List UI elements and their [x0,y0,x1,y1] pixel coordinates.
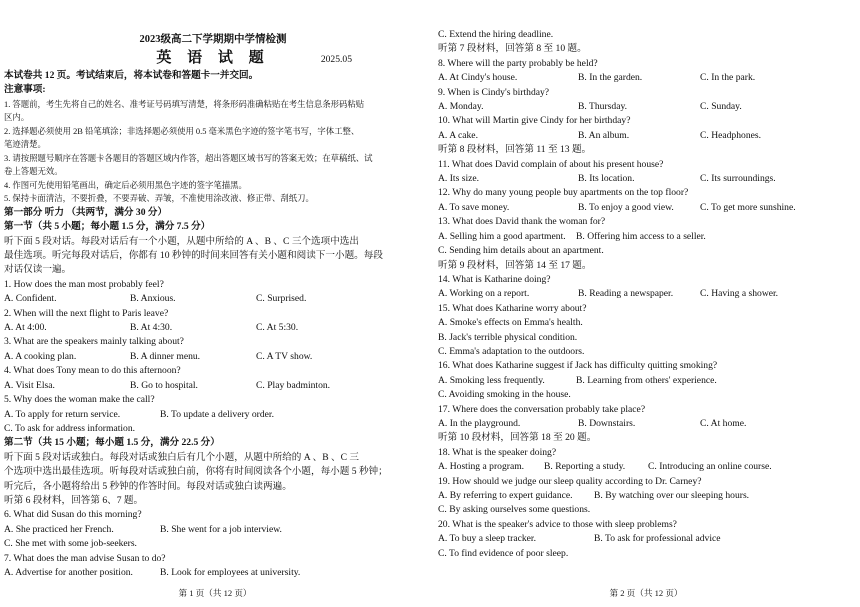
question-5-options [4,408,422,422]
option-b: B. To ask for professional advice [594,533,721,545]
question-13-options [438,230,852,244]
option-c: C. Headphones. [700,129,762,141]
option-b: B. Its location. [578,173,635,185]
material-7: 听第 7 段材料，回答第 8 至 10 题。 [438,43,587,55]
option-c: C. To get more sunshine. [700,201,796,213]
question-19: 19. How should we judge our sleep quality according to Dr. Carney? [438,475,702,487]
option-c: C. Emma's adaptation to the outdoors. [438,345,585,357]
option-b: B. At 4:30. [130,322,173,334]
option-c: C. Its surroundings. [700,173,776,185]
note-line: 2. 选择题必须使用 2B 铅笔填涂；非选择题必须使用 0.5 毫米黑色字迹的签字笔书写，字体工整、 [4,126,360,136]
option-c: C. Avoiding smoking in the house. [438,389,571,401]
question-18-options [438,460,852,474]
option-a: A. She practiced her French. [4,523,114,535]
option-b: B. Downstairs. [578,417,636,429]
option-c: C. At home. [700,417,747,429]
option-a: A. At Cindy's house. [438,72,518,84]
option-b: B. Go to hospital. [130,379,198,391]
option-c: C. To find evidence of poor sleep. [438,547,569,559]
option-a: A. To buy a sleep tracker. [438,533,536,545]
option-a: A. Confident. [4,293,57,305]
question-11-options [438,172,852,186]
subject-title [4,47,422,69]
option-c: C. At 5:30. [256,322,299,334]
exam-date: 2025.05 [320,54,352,65]
question-6: 6. What did Susan do this morning? [4,509,142,521]
section1-desc: 最佳选项。听完每段对话后，你都有 10 秒钟的时间来回答有关小题和阅读下一小题。每段 [4,250,383,262]
option-c: C. By asking ourselves some questions. [438,504,591,516]
note-line: 3. 请按照题号顺序在答题卡各题目的答题区域内作答，超出答题区域书写的答案无效；在草稿纸、试 [4,153,373,163]
section2-desc: 听完后，各小题将给出 5 秒钟的作答时间。每段对话或独白读两遍。 [4,480,292,492]
note-line: 5. 保持卡面清洁，不要折叠，不要弄破、弄皱，不准使用涂改液、修正带、刮纸刀。 [4,194,314,204]
question-18: 18. What is the speaker doing? [438,446,557,458]
part1-heading: 第一部分 听力 （共两节，满分 30 分） [4,206,168,218]
material-10: 听第 10 段材料，回答第 18 至 20 题。 [438,432,597,444]
option-c: C. Extend the hiring deadline. [438,29,554,40]
option-b: B. In the garden. [578,72,643,84]
question-9: 9. When is Cindy's birthday? [438,86,550,98]
material-6: 听第 6 段材料，回答第 6、7 题。 [4,494,144,506]
option-b: B. Jack's terrible physical condition. [438,331,578,343]
section1-desc: 对话仅读一遍。 [4,264,72,276]
option-b: B. To enjoy a good view. [578,201,674,213]
option-b: B. Reading a newspaper. [578,288,674,300]
option-c: C. Surprised. [256,293,307,305]
question-16: 16. What does Katharine suggest if Jack has difficulty quitting smoking? [438,360,718,372]
section2-desc: 听下面 5 段对话或独白。每段对话或独白后有几个小题，从题中所给的 A 、B 、C 三 [4,451,359,463]
note-line: 笔迹清楚。 [4,140,46,150]
question-16-options [438,374,852,388]
page-footer: 第 2 页（共 12 页） [609,588,683,598]
option-a: A. At 4:00. [4,322,47,334]
option-c: C. She met with some job-seekers. [4,538,137,550]
option-a: A. Hosting a program. [438,461,525,473]
question-2: 2. When will the next flight to Paris leave? [4,307,169,319]
question-12-options [438,201,852,215]
option-b: B. Thursday. [578,101,628,113]
option-a: A. Advertise for another position. [4,566,133,578]
option-a: A. To save money. [438,201,510,213]
exam-title: 2023级高二下学期期中学情检测 [139,34,287,45]
question-6-options [4,523,422,537]
option-a: A. Visit Elsa. [4,379,55,391]
instruction: 本试卷共 12 页。考试结束后，将本试卷和答题卡一并交回。 [4,70,259,81]
question-4: 4. What does Tony mean to do this afternoon? [4,365,181,377]
option-a: A. A cooking plan. [4,350,77,362]
question-8-options [438,71,852,85]
option-a: A. In the playground. [438,417,521,429]
option-b: B. Offering him access to a seller. [576,230,706,242]
question-12: 12. Why do many young people buy apartments on the top floor? [438,187,689,199]
section2-heading: 第二节（共 15 小题；每小题 1.5 分，满分 22.5 分） [4,437,220,449]
question-15: 15. What does Katharine worry about? [438,302,587,314]
option-a: A. A cake. [438,129,478,141]
question-17-options [438,417,852,431]
question-4-options [4,379,422,393]
note-line: 区内。 [4,113,30,123]
option-a: A. By referring to expert guidance. [438,490,573,501]
option-b: B. Learning from others' experience. [576,374,717,386]
note-line: 卷上答题无效。 [4,167,63,177]
question-14: 14. What is Katharine doing? [438,273,551,285]
option-a: A. Working on a report. [438,288,530,300]
question-8: 8. Where will the party probably be held? [438,57,598,69]
question-14-options [438,287,852,301]
question-7-options [4,566,422,580]
question-7: 7. What does the man advise Susan to do? [4,552,166,564]
question-20-options [438,532,852,546]
question-9-options [438,100,852,114]
option-a: A. To apply for return service. [4,408,121,420]
option-c: C. In the park. [700,72,756,84]
question-10: 10. What will Martin give Cindy for her birthday? [438,115,631,127]
option-a: A. Smoking less frequently. [438,374,545,386]
option-c: C. To ask for address information. [4,422,136,434]
option-b: B. A dinner menu. [130,350,201,362]
subject-title-text: 英 语 试 题 [156,50,270,66]
section1-heading: 第一节（共 5 小题；每小题 1.5 分，满分 7.5 分） [4,221,211,233]
material-9: 听第 9 段材料，回答第 14 至 17 题。 [438,259,592,271]
section2-desc: 个选项中选出最佳选项。听每段对话或独白前，你将有时间阅读各个小题，每小题 5 秒钟； [4,466,388,478]
option-c: C. A TV show. [256,350,313,362]
question-19-options [438,489,852,503]
question-1: 1. How does the man most probably feel? [4,278,164,290]
notes-title: 注意事项: [4,84,46,96]
option-a: A. Smoke's effects on Emma's health. [438,317,583,329]
note-line: 1. 答题前，考生先将自己的姓名、准考证号码填写清楚，将条形码准确粘贴在考生信息条形码粘贴 [4,99,365,109]
question-5: 5. Why does the woman make the call? [4,394,155,406]
option-a: A. Monday. [438,101,484,113]
option-b: B. To update a delivery order. [160,408,274,420]
option-c: C. Sunday. [700,101,742,113]
question-11: 11. What does David complain of about his present house? [438,158,664,170]
note-line: 4. 作图可先使用铅笔画出，确定后必须用黑色字迹的签字笔描黑。 [4,180,247,190]
question-1-options [4,292,422,306]
option-b: B. An album. [578,129,630,141]
question-17: 17. Where does the conversation probably take place? [438,403,646,415]
option-a: A. Selling him a good apartment. [438,230,566,242]
question-3: 3. What are the speakers mainly talking about? [4,336,184,348]
option-a: A. Its size. [438,173,480,185]
option-c: C. Play badminton. [256,379,331,391]
option-b: B. She went for a job interview. [160,523,282,535]
option-b: B. By watching over our sleeping hours. [594,490,750,501]
question-10-options [438,129,852,143]
page-footer: 第 1 页（共 12 页） [178,588,252,598]
option-b: B. Anxious. [130,293,176,305]
page-2 [432,0,860,607]
question-20: 20. What is the speaker's advice to those with sleep problems? [438,518,677,530]
material-8: 听第 8 段材料，回答第 11 至 13 题。 [438,144,592,156]
option-b: B. Reporting a study. [544,461,626,473]
option-c: C. Having a shower. [700,288,779,300]
section1-desc: 听下面 5 段对话。每段对话后有一个小题，从题中所给的 A 、B 、C 三个选项中选出 [4,235,359,247]
option-b: B. Look for employees at university. [160,566,301,578]
option-c: C. Introducing an online course. [648,461,772,473]
question-2-options [4,321,422,335]
question-3-options [4,350,422,364]
question-13: 13. What does David thank the woman for? [438,216,606,228]
option-c: C. Sending him details about an apartment. [438,245,604,257]
